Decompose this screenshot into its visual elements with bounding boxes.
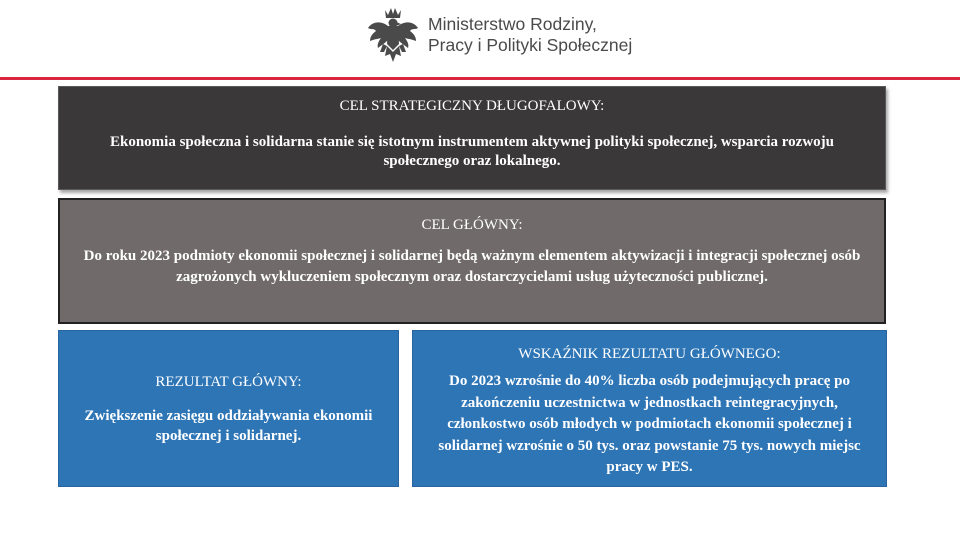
- main-result-text: Zwiększenie zasięgu oddziaływania ekonomii społecznej i solidarnej.: [84, 408, 373, 444]
- strategic-goal-text: Ekonomia społeczna i solidarna stanie się istotnym instrumentem aktywnej polityki społecznej, wsparcia rozwoju społecznego oraz lokalnego.: [109, 134, 835, 169]
- main-result-indicator-text: Do 2023 wzrośnie do 40% liczba osób podejmujących pracę po zakończeniu uczestnictwa w jednostkach reintegracyjnych, członkostwo osób młodych w podmiotach ekonomii społecznej i solidarnej wzrośnie o 50 tys. oraz powstanie 75 tys. nowych miejsc pracy w PES.: [438, 373, 861, 475]
- main-result-box: [58, 330, 399, 487]
- white-eagle-emblem-icon: [366, 6, 420, 68]
- main-result-indicator-title: WSKAŹNIK REZULTATU GŁÓWNEGO:: [518, 346, 781, 362]
- main-goal-box: [58, 198, 886, 324]
- main-goal-title: CEL GŁÓWNY:: [421, 217, 523, 233]
- main-result-title: REZULTAT GŁÓWNY:: [155, 374, 302, 390]
- header: [0, 0, 960, 78]
- strategic-goal-box: [58, 86, 886, 190]
- ministry-name: [428, 14, 632, 56]
- ministry-name-line1: Ministerstwo Rodziny,: [428, 14, 597, 34]
- ministry-name-line2: Pracy i Polityki Społecznej: [428, 35, 633, 55]
- header-divider: [0, 77, 960, 80]
- main-result-indicator-box: [412, 330, 887, 487]
- main-goal-text: Do roku 2023 podmioty ekonomii społecznej i solidarnej będą ważnym elementem aktywizacji i integracji społecznej osób zagrożonych wykluczeniem społecznym oraz dostarczycielami usług użyteczności publicznej.: [83, 248, 861, 285]
- strategic-goal-title: CEL STRATEGICZNY DŁUGOFALOWY:: [339, 98, 605, 114]
